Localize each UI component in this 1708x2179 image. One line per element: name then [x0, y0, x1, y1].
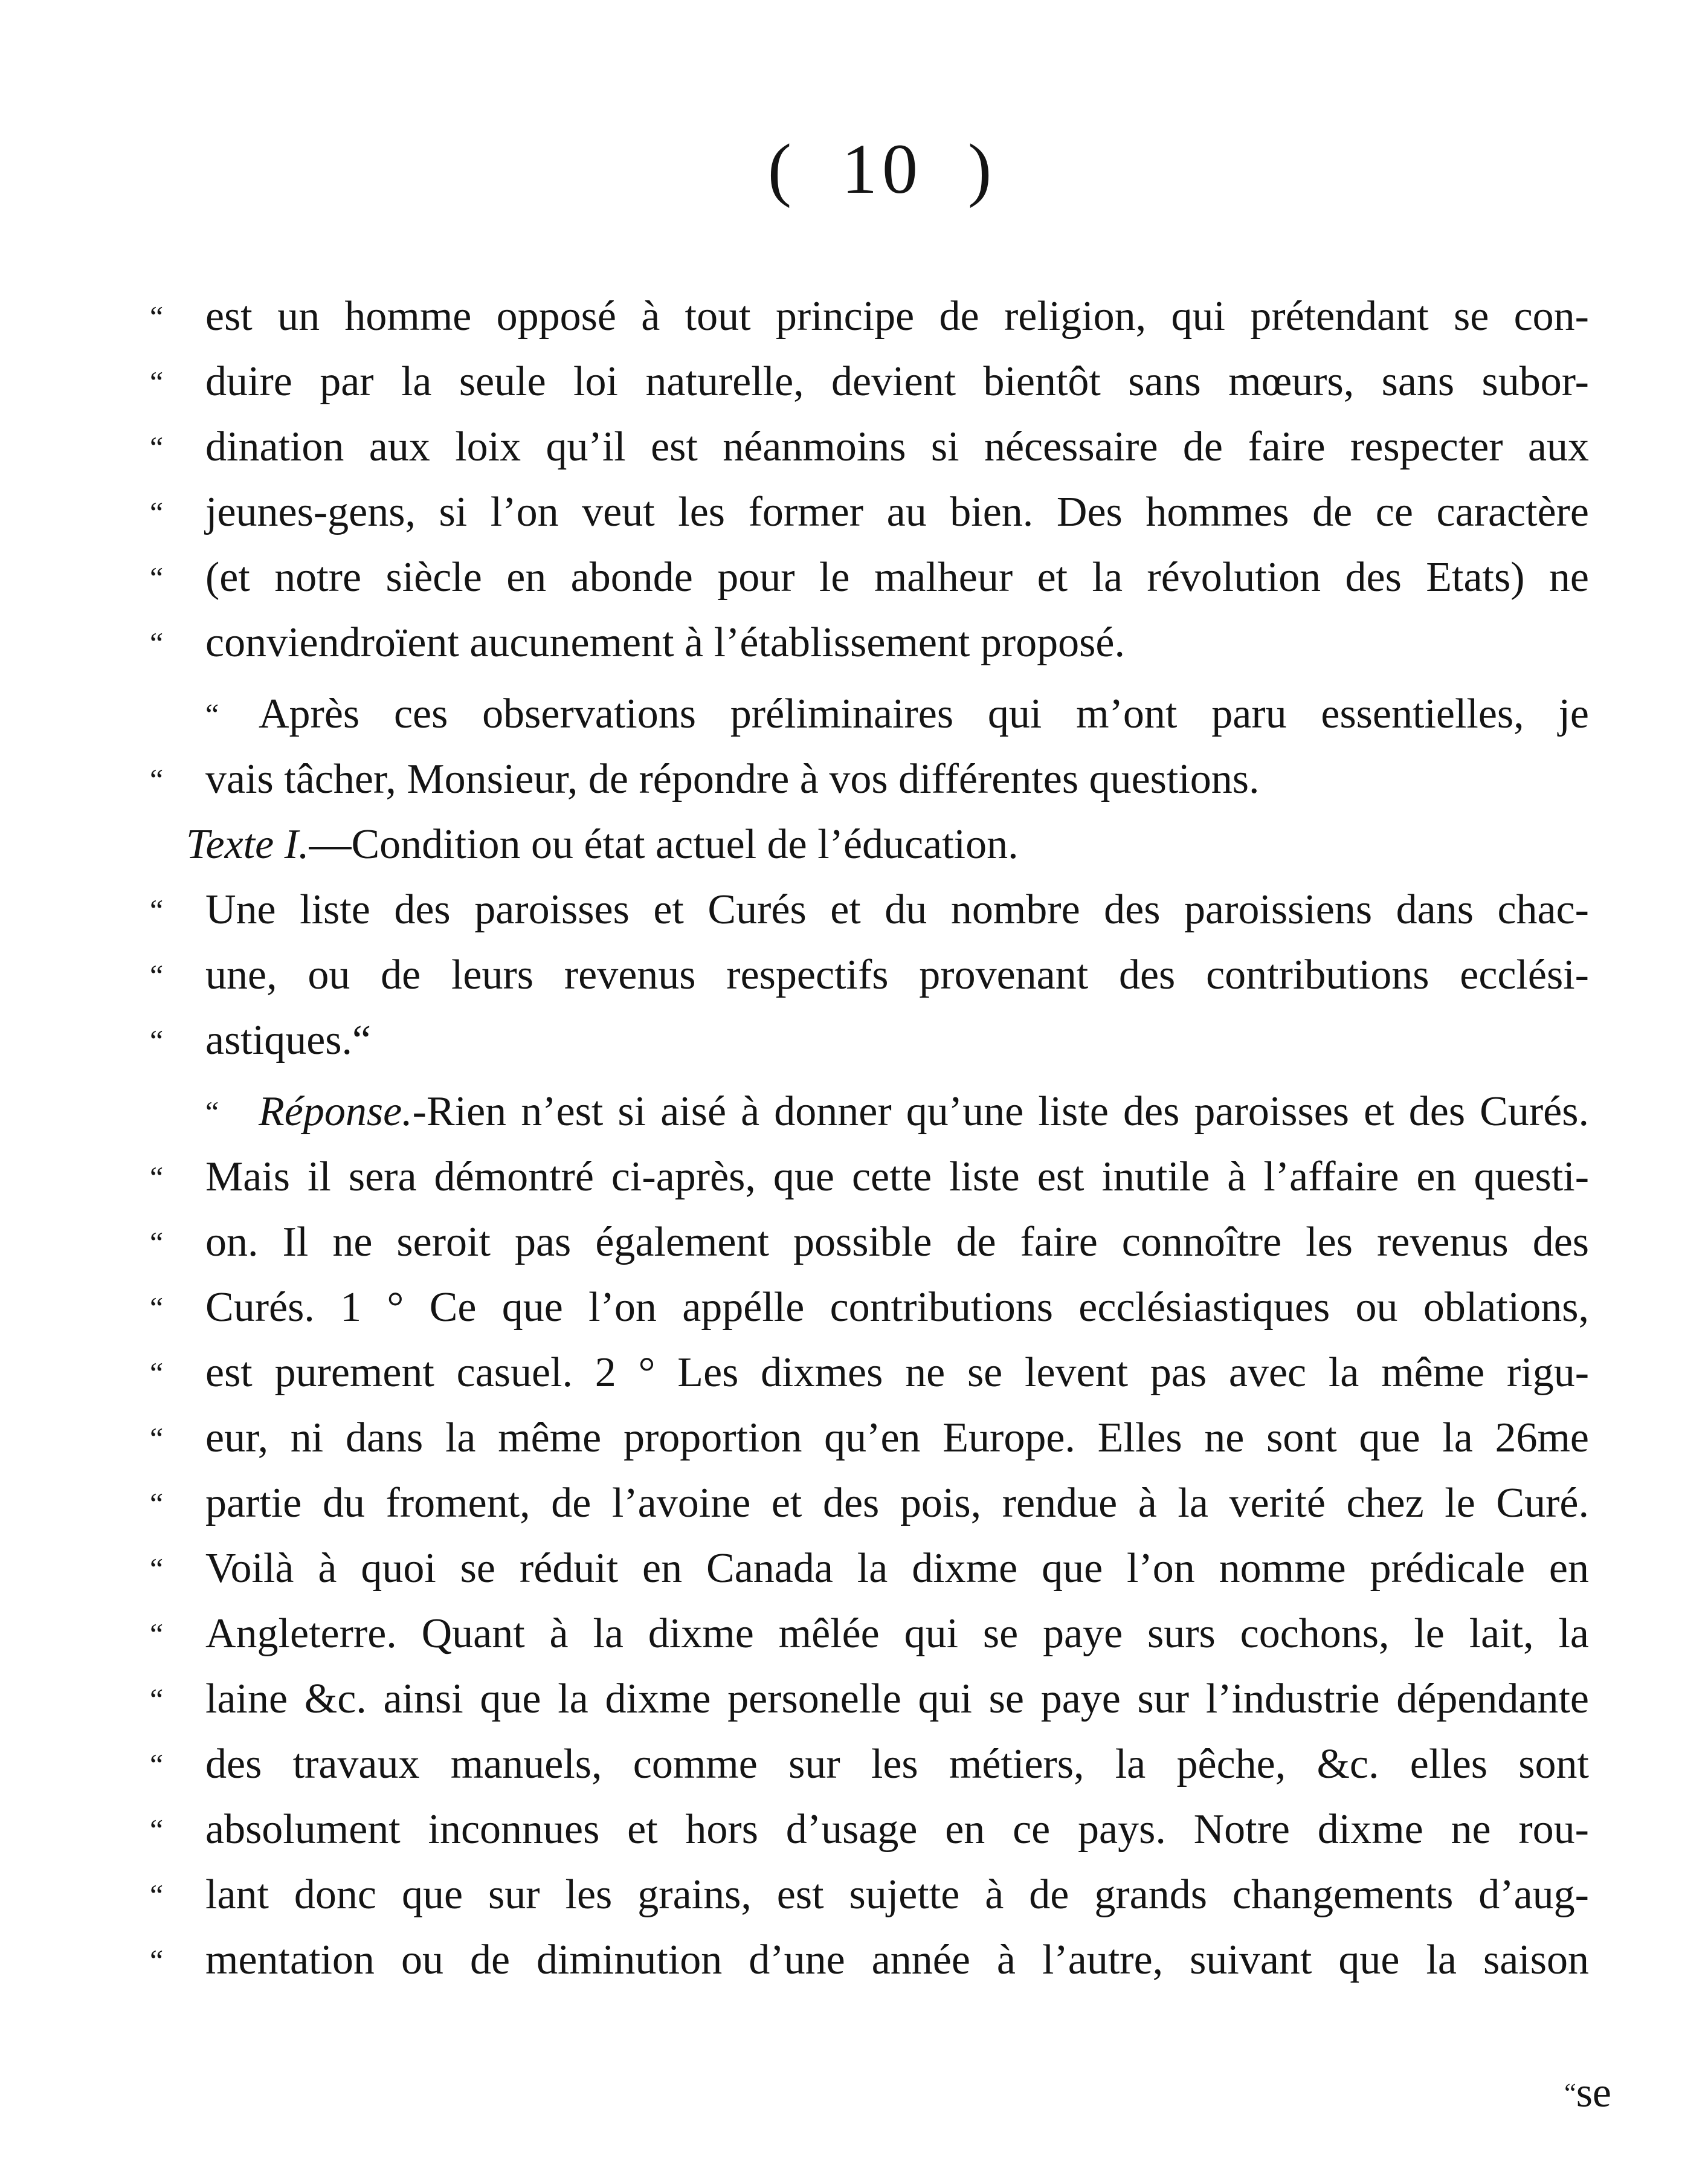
line-text: Après ces observations préliminaires qui m’ont paru essentielles, je	[259, 691, 1589, 737]
line-text: partie du froment, de l’avoine et des pois, rendue à la verité chez le Curé.	[205, 1480, 1589, 1526]
quote-mark: “	[150, 496, 164, 529]
body-text	[150, 284, 1594, 1993]
quote-mark: “	[150, 958, 164, 992]
line-text: conviendroïent aucunement à l’établissement proposé.	[205, 619, 1125, 666]
quote-mark: “	[150, 1225, 164, 1259]
quote-mark: “	[150, 1748, 164, 1781]
line-text	[186, 812, 1570, 877]
quote-mark: “	[205, 1095, 219, 1129]
text-line	[150, 877, 1594, 943]
quote-mark: “	[150, 1160, 164, 1194]
quote-mark: “	[150, 1291, 164, 1325]
text-line	[150, 1008, 1594, 1073]
text-line	[150, 349, 1594, 415]
quote-mark: “	[150, 1024, 164, 1057]
text-line	[150, 545, 1594, 610]
line-text: (et notre siècle en abonde pour le malheur et la révolution des Etats) ne	[205, 554, 1589, 601]
text-line	[150, 480, 1594, 545]
section-title: —Condition ou état actuel de l’éducation.	[309, 821, 1019, 868]
text-line	[150, 812, 1594, 877]
response-text: -Rien n’est si aisé à donner qu’une liste des paroisses et des Curés.	[412, 1088, 1589, 1135]
text-line	[150, 1079, 1594, 1144]
quote-mark: “	[205, 697, 219, 731]
line-text	[259, 1079, 1589, 1144]
quote-mark: “	[150, 1421, 164, 1455]
quote-mark: “	[150, 1356, 164, 1390]
text-line	[150, 943, 1594, 1008]
text-line	[150, 1667, 1594, 1732]
line-text: astiques.“	[205, 1017, 372, 1064]
text-line	[150, 1340, 1594, 1406]
line-text: laine &c. ainsi que la dixme personelle qui se paye sur l’industrie dépendante	[205, 1676, 1589, 1722]
quote-mark: “	[150, 300, 164, 334]
text-line	[150, 1928, 1594, 1993]
quote-mark: “	[1564, 2078, 1576, 2108]
section-label: Texte I.	[186, 821, 309, 868]
text-line	[150, 1275, 1594, 1340]
text-line	[150, 1732, 1594, 1797]
quote-mark: “	[150, 1617, 164, 1651]
line-text: lant donc que sur les grains, est sujette à de grands changements d’aug-	[205, 1871, 1589, 1918]
page-number: ( 10 )	[767, 129, 997, 208]
line-text: absolument inconnues et hors d’usage en ce pays. Notre dixme ne rou-	[205, 1806, 1589, 1853]
quote-mark: “	[150, 430, 164, 464]
text-line	[150, 284, 1594, 349]
quote-mark: “	[150, 626, 164, 660]
quote-mark: “	[150, 1487, 164, 1520]
line-text: jeunes-gens, si l’on veut les former au bien. Des hommes de ce caractère	[205, 489, 1589, 535]
quote-mark: “	[150, 1552, 164, 1586]
line-text: une, ou de leurs revenus respectifs provenant des contributions ecclési-	[205, 952, 1589, 998]
text-line	[150, 1406, 1594, 1471]
line-text: mentation ou de diminution d’une année à l’autre, suivant que la saison	[205, 1937, 1589, 1983]
line-text: on. Il ne seroit pas également possible de faire connoître les revenus des	[205, 1219, 1589, 1265]
line-text: Une liste des paroisses et Curés et du nombre des paroissiens dans chac-	[205, 886, 1589, 933]
line-text: Curés. 1 ° Ce que l’on appélle contributions ecclésiastiques ou oblations,	[205, 1284, 1589, 1331]
text-line	[150, 1471, 1594, 1536]
catchword-text: se	[1576, 2070, 1611, 2116]
text-line	[150, 1797, 1594, 1862]
line-text: duire par la seule loi naturelle, devient bientôt sans mœurs, sans subor-	[205, 358, 1589, 405]
text-line	[150, 1210, 1594, 1275]
line-text: Angleterre. Quant à la dixme mêlée qui se paye surs cochons, le lait, la	[205, 1610, 1589, 1657]
line-text: est un homme opposé à tout principe de religion, qui prétendant se con-	[205, 293, 1589, 340]
quote-mark: “	[150, 1943, 164, 1977]
line-text: des travaux manuels, comme sur les métiers, la pêche, &c. elles sont	[205, 1741, 1589, 1787]
line-text: vais tâcher, Monsieur, de répondre à vos différentes questions.	[205, 756, 1260, 802]
quote-mark: “	[150, 1813, 164, 1847]
text-line	[150, 1601, 1594, 1667]
text-line	[150, 415, 1594, 480]
quote-mark: “	[150, 893, 164, 927]
quote-mark: “	[150, 561, 164, 595]
line-text: eur, ni dans la même proportion qu’en Europe. Elles ne sont que la 26me	[205, 1415, 1589, 1461]
line-text: est purement casuel. 2 ° Les dixmes ne se levent pas avec la même rigu-	[205, 1349, 1589, 1396]
quote-mark: “	[150, 365, 164, 399]
text-line	[150, 747, 1594, 812]
line-text: dination aux loix qu’il est néanmoins si nécessaire de faire respecter aux	[205, 424, 1589, 470]
text-line	[150, 1144, 1594, 1210]
quote-mark: “	[150, 763, 164, 796]
quote-mark: “	[150, 1878, 164, 1912]
line-text: Mais il sera démontré ci-après, que cette liste est inutile à l’affaire en questi-	[205, 1154, 1589, 1200]
quote-mark: “	[150, 1682, 164, 1716]
text-line	[150, 682, 1594, 747]
text-line	[150, 610, 1594, 676]
catchword	[1564, 2061, 1611, 2126]
text-line	[150, 1536, 1594, 1601]
line-text: Voilà à quoi se réduit en Canada la dixme que l’on nomme prédicale en	[205, 1545, 1589, 1592]
response-label: Réponse.	[259, 1088, 413, 1135]
text-line	[150, 1862, 1594, 1928]
